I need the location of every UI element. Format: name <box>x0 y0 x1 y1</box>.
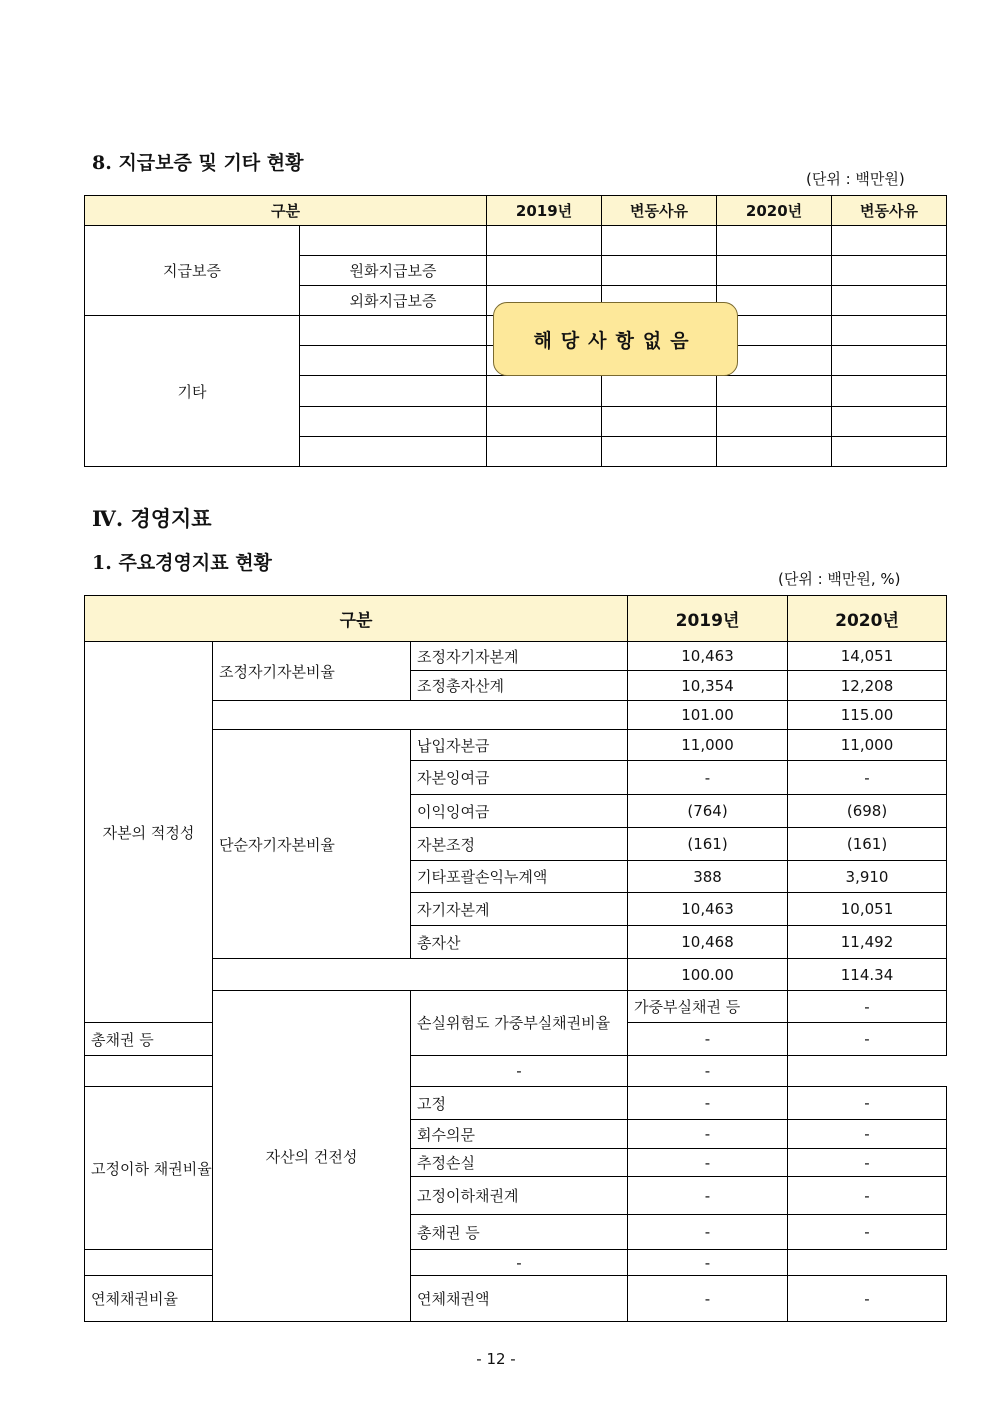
value-2020: - <box>788 1149 947 1177</box>
table-row: 납입자본금 <box>411 730 628 761</box>
table-row: 자본조정 <box>411 828 628 861</box>
value-2019: 10,463 <box>628 642 788 671</box>
value-2019: - <box>628 1149 788 1177</box>
other-label: 기타 <box>85 316 300 467</box>
value-2019: 10,354 <box>628 671 788 701</box>
value-2019: 10,468 <box>628 926 788 959</box>
value-2019: 10,463 <box>628 893 788 926</box>
ratio-spacer <box>85 1250 411 1276</box>
header-2020: 2020년 <box>788 596 947 642</box>
risk-weighted-ratio-label: 손실위험도 가중부실채권비율 <box>411 991 628 1056</box>
table-row: 회수의문 <box>411 1120 628 1149</box>
value-2019: - <box>628 1120 788 1149</box>
value-2020: 14,051 <box>788 642 947 671</box>
value-2020: (698) <box>788 795 947 828</box>
ratio-2020: - <box>628 1056 788 1087</box>
table-row: 총채권 등 <box>85 1023 213 1056</box>
table-row: 기타포괄손익누계액 <box>411 861 628 893</box>
section4-title: Ⅳ. 경영지표 <box>92 506 212 531</box>
value-2020: 11,492 <box>788 926 947 959</box>
value-2020: 3,910 <box>788 861 947 893</box>
ratio-2020: - <box>628 1250 788 1276</box>
section8-title: 8. 지급보증 및 기타 현황 <box>92 152 304 174</box>
value-2020: - <box>788 761 947 795</box>
header-2019: 2019년 <box>628 596 788 642</box>
indicator-table <box>84 595 947 1322</box>
value-2020: - <box>788 1120 947 1149</box>
ratio-2019: - <box>411 1250 628 1276</box>
value-2020: - <box>788 1023 947 1056</box>
table-row: 고정 <box>411 1087 628 1120</box>
value-2019: - <box>628 761 788 795</box>
table-row: 가중부실채권 등 <box>628 991 788 1023</box>
value-2019: 388 <box>628 861 788 893</box>
table-row: 추정손실 <box>411 1149 628 1177</box>
page-number: - 12 - <box>476 1350 516 1368</box>
value-2020: - <box>788 1276 947 1322</box>
ratio-2019: 100.00 <box>628 959 788 991</box>
table-row: 조정총자산계 <box>411 671 628 701</box>
table-row: 자본잉여금 <box>411 761 628 795</box>
header-gubun: 구분 <box>85 596 628 642</box>
foreign-guarantee-label: 외화지급보증 <box>300 286 487 316</box>
value-2019: - <box>788 991 947 1023</box>
table-row: 고정이하채권계 <box>411 1177 628 1215</box>
value-2020: 11,000 <box>788 730 947 761</box>
table-row: 자기자본계 <box>411 893 628 926</box>
table-row: 연체채권액 <box>411 1276 628 1322</box>
value-2020: - <box>788 1215 947 1250</box>
ratio-spacer <box>213 959 628 991</box>
value-2019: 11,000 <box>628 730 788 761</box>
header-2020: 2020년 <box>717 196 832 226</box>
adjusted-ratio-label: 조정자기자본비율 <box>213 642 411 701</box>
overdue-ratio-label: 연체채권비율 <box>85 1276 213 1322</box>
value-2020: 10,051 <box>788 893 947 926</box>
table-row: 조정자기자본계 <box>411 642 628 671</box>
section8-unit: (단위 : 백만원) <box>806 170 905 188</box>
won-guarantee-label: 원화지급보증 <box>300 256 487 286</box>
fixed-ratio-label: 고정이하 채권비율 <box>85 1087 213 1250</box>
table-row: 총채권 등 <box>411 1215 628 1250</box>
header-gubun: 구분 <box>85 196 487 226</box>
ratio-2019: 101.00 <box>628 701 788 730</box>
header-2019: 2019년 <box>487 196 602 226</box>
ratio-spacer <box>213 701 628 730</box>
asset-soundness-label: 자산의 건전성 <box>213 991 411 1322</box>
simple-ratio-label: 단순자기자본비율 <box>213 730 411 959</box>
guarantee-label: 지급보증 <box>85 226 300 316</box>
ratio-2019: - <box>411 1056 628 1087</box>
value-2019: - <box>628 1177 788 1215</box>
header-reason-1: 변동사유 <box>602 196 717 226</box>
table-row: 총자산 <box>411 926 628 959</box>
ratio-2020: 114.34 <box>788 959 947 991</box>
section4-unit: (단위 : 백만원, %) <box>778 570 901 588</box>
table-row: 이익잉여금 <box>411 795 628 828</box>
not-applicable-stamp: 해당사항없음 <box>493 302 738 376</box>
value-2019: (161) <box>628 828 788 861</box>
ratio-spacer <box>85 1056 411 1087</box>
section4-subtitle: 1. 주요경영지표 현황 <box>92 552 272 574</box>
capital-adequacy-label: 자본의 적정성 <box>85 642 213 1023</box>
value-2019: - <box>628 1215 788 1250</box>
header-reason-2: 변동사유 <box>832 196 947 226</box>
value-2020: (161) <box>788 828 947 861</box>
value-2019: - <box>628 1087 788 1120</box>
value-2019: - <box>628 1276 788 1322</box>
value-2020: - <box>788 1087 947 1120</box>
value-2020: 12,208 <box>788 671 947 701</box>
value-2019: - <box>628 1023 788 1056</box>
ratio-2020: 115.00 <box>788 701 947 730</box>
empty-cell <box>300 226 487 256</box>
value-2019: (764) <box>628 795 788 828</box>
value-2020: - <box>788 1177 947 1215</box>
